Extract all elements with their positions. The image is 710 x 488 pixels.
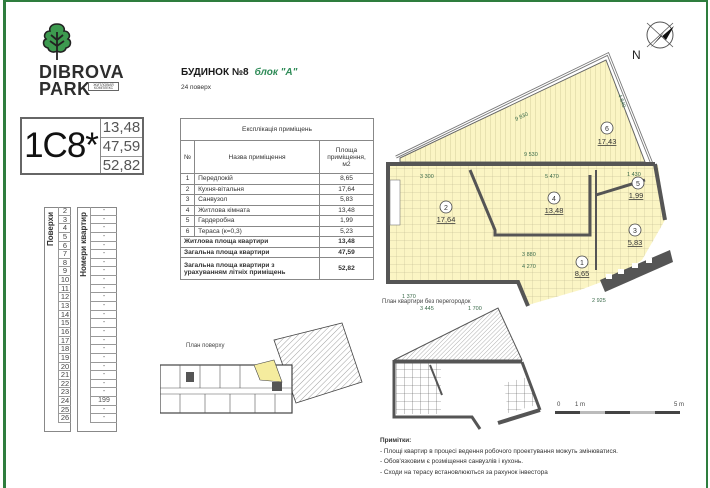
scale-zero: 0: [557, 402, 561, 408]
floor-cell: 19: [58, 354, 71, 363]
floor-cell: 2: [58, 207, 71, 216]
summer-area-row: [181, 258, 374, 280]
floor-cell: 22: [58, 380, 71, 389]
floor-cell: 21: [58, 371, 71, 380]
apartment-number-cell: -: [90, 363, 117, 372]
apartment-number-cell: -: [90, 267, 117, 276]
terrace-area: [400, 60, 645, 162]
floor-cell: 10: [58, 276, 71, 285]
svg-text:3 445: 3 445: [420, 306, 434, 312]
apartment-number-cell: -: [90, 302, 117, 311]
svg-text:9 530: 9 530: [524, 152, 538, 158]
row-name: Передпокій: [195, 174, 320, 185]
row-no: 4: [181, 205, 195, 216]
row-area: 1,99: [320, 216, 374, 227]
apartment-number-cell: -: [90, 250, 117, 259]
floor-cell: 12: [58, 293, 71, 302]
total-area-total: 47,59: [320, 247, 374, 258]
building-number: БУДИНОК №8: [181, 67, 249, 78]
apartment-number-cell: -: [90, 380, 117, 389]
row-area: 5,83: [320, 195, 374, 206]
svg-text:3 880: 3 880: [522, 252, 536, 258]
apartment-number-cell: -: [90, 345, 117, 354]
svg-text:2 925: 2 925: [592, 298, 606, 304]
svg-text:9 830: 9 830: [514, 111, 530, 123]
living-area-label: Житлова площа квартири: [181, 237, 320, 248]
table-row: [181, 205, 374, 216]
room-4-area: 13,48: [544, 206, 564, 215]
total-area-label: Загальна площа квартири: [181, 247, 320, 258]
row-area: 8,65: [320, 174, 374, 185]
apartment-number-cell: -: [90, 242, 117, 251]
brand-name-line2: PARK: [39, 79, 91, 99]
apartment-number-cell: -: [90, 285, 117, 294]
living-area-total: 13,48: [320, 237, 374, 248]
row-no: 6: [181, 226, 195, 237]
room-2-area: 17,64: [436, 215, 456, 224]
floor-cell: 16: [58, 328, 71, 337]
floor-cell: 15: [58, 319, 71, 328]
apartment-number-cell: -: [90, 311, 117, 320]
apartment-number-cell: -: [90, 293, 117, 302]
room-6-area: 17,43: [597, 137, 617, 146]
apartment-floor-plan: [380, 40, 680, 335]
floor-cell: 25: [58, 406, 71, 415]
floor-cell: 13: [58, 302, 71, 311]
svg-text:1 700: 1 700: [468, 306, 482, 312]
note-item: - Обов'язковим є розміщення санвузлів і кухонь.: [380, 458, 523, 465]
apartment-number-cell: -: [90, 406, 117, 415]
plan-without-partitions: [380, 305, 560, 430]
brand-name: [39, 64, 124, 98]
floors-label: Поверхи: [46, 212, 55, 247]
table-row: [181, 174, 374, 185]
living-area-value: 13,48: [102, 119, 141, 136]
floor-cell: 9: [58, 267, 71, 276]
floor-cell: 18: [58, 345, 71, 354]
oak-tree-icon: [40, 22, 74, 62]
table-row: [181, 226, 374, 237]
scale-bar: [555, 410, 685, 416]
floor-cell: 6: [58, 242, 71, 251]
apartment-code: 1С8*: [22, 119, 101, 173]
room-5-number: 5: [636, 181, 640, 188]
apartment-number-cell: -: [90, 414, 117, 423]
col-header-name: Назва приміщення: [195, 141, 320, 174]
floor-cell: 4: [58, 224, 71, 233]
apartment-number-cell: -: [90, 388, 117, 397]
floor-cell: 3: [58, 216, 71, 225]
room-1-area: 8,65: [574, 269, 590, 278]
notes: [380, 436, 618, 478]
floor-cell: 17: [58, 337, 71, 346]
apartment-number-cell: 199: [90, 397, 117, 406]
floor-overview-plan: [160, 320, 375, 420]
floor-cell: 24: [58, 397, 71, 406]
row-no: 1: [181, 174, 195, 185]
living-area-row: [181, 237, 374, 248]
apartment-number-cell: -: [90, 207, 117, 216]
table-row: [181, 216, 374, 227]
svg-text:4 270: 4 270: [522, 264, 536, 270]
total-area-value: 47,59: [102, 138, 141, 155]
floor-cell: 23: [58, 388, 71, 397]
apartment-code-box: [20, 117, 144, 175]
svg-text:5 470: 5 470: [545, 174, 559, 180]
row-no: 2: [181, 184, 195, 195]
apartment-number-cell: -: [90, 233, 117, 242]
apartment-number-cell: -: [90, 216, 117, 225]
floor-cell: 8: [58, 259, 71, 268]
summer-area-total: 52,82: [320, 258, 374, 280]
apartment-number-cell: -: [90, 224, 117, 233]
apartment-numbers-column: [90, 207, 117, 423]
floors-column: [58, 207, 71, 423]
explication-table: [180, 118, 374, 280]
apartment-number-cell: -: [90, 319, 117, 328]
caption-floor-plan: План поверху: [186, 343, 225, 349]
floor-cell: 11: [58, 285, 71, 294]
floor-cell: 20: [58, 363, 71, 372]
room-6-number: 6: [605, 126, 609, 133]
apartment-number-cell: -: [90, 354, 117, 363]
room-3-area: 5,83: [627, 238, 643, 247]
row-area: 5,23: [320, 226, 374, 237]
row-area: 13,48: [320, 205, 374, 216]
apartment-number-cell: -: [90, 337, 117, 346]
svg-text:3 300: 3 300: [420, 174, 434, 180]
scale-five-meters: 5 m: [674, 402, 685, 408]
room-2-number: 2: [444, 205, 448, 212]
svg-text:1 430: 1 430: [627, 172, 641, 178]
floor-number: 24 поверх: [181, 84, 211, 91]
explication-caption: Експлікація приміщень: [181, 119, 374, 141]
floor-cell: 26: [58, 414, 71, 423]
total-with-summer-value: 52,82: [102, 157, 141, 174]
room-1-number: 1: [580, 260, 584, 267]
col-header-area: Площа приміщення, м2: [320, 141, 374, 174]
col-header-no: №: [181, 141, 195, 174]
svg-text:4 640: 4 640: [616, 93, 627, 109]
apartment-number-cell: -: [90, 371, 117, 380]
note-item: - Сходи на терасу встановлюються за рахунок інвестора: [380, 468, 548, 476]
compass-north-label: N: [632, 48, 641, 62]
row-name: Тераса (к=0,3): [195, 226, 320, 237]
svg-text:1 370: 1 370: [402, 294, 416, 300]
row-no: 5: [181, 216, 195, 227]
brand-logo: [38, 22, 128, 102]
total-area-row: [181, 247, 374, 258]
row-name: Житлова кімната: [195, 205, 320, 216]
table-row: [181, 195, 374, 206]
row-name: Санвузол: [195, 195, 320, 206]
row-area: 17,64: [320, 184, 374, 195]
summer-area-label: Загальна площа квартири з урахуванням літніх приміщень: [181, 258, 320, 280]
scale-one-meter: 1 m: [575, 402, 586, 408]
note-item: - Площі квартир в процесі ведення робочого проектування можуть змінюватися.: [380, 447, 618, 455]
row-name: Гардеробна: [195, 216, 320, 227]
apartment-number-cell: -: [90, 276, 117, 285]
row-name: Кухня-вітальня: [195, 184, 320, 195]
apartment-number-cell: -: [90, 328, 117, 337]
notes-heading: Примітки:: [380, 437, 412, 444]
floor-cell: 5: [58, 233, 71, 242]
apartment-numbers-label: Номери квартир: [79, 212, 88, 277]
table-row: [181, 184, 374, 195]
building-title: [181, 67, 297, 78]
row-no: 3: [181, 195, 195, 206]
brand-subtitle: ЖИТЛОВИЙ КОМПЛЕКС: [88, 82, 119, 91]
room-4-number: 4: [552, 196, 556, 203]
brand-name-line1: DIBROVA: [39, 62, 125, 82]
caption-no-partitions: План квартири без перегородок: [382, 299, 471, 305]
floor-cell: 7: [58, 250, 71, 259]
floor-cell: 14: [58, 311, 71, 320]
room-3-number: 3: [633, 228, 637, 235]
block-name: блок "А": [254, 67, 298, 78]
room-5-area: 1,99: [628, 191, 644, 200]
apartment-number-cell: -: [90, 259, 117, 268]
